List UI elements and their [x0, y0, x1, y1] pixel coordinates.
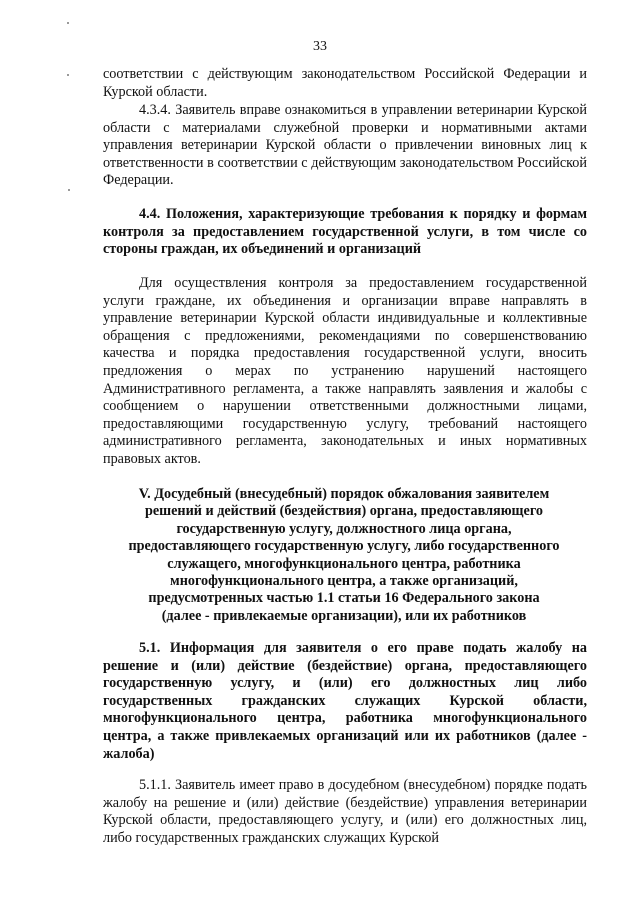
section-4-4-body: Для осуществления контроля за предоставлением государственной услуги граждане, их объединения и организации вправе направлять в управление ветеринарии Курской области индивидуальные и коллективные обращения с предложениями, рекомендациями по совершенствованию качества и порядка предоставления государственной услуги, вносить предложения о мерах по устранению нарушений настоящего Административного регламента, а также направлять заявления и жалобы с сообщением о нарушении ответственными должностными лицами, предоставляющими государственную услугу, требований настоящего административного регламента, законодательных и иных нормативных правовых актов. [103, 275, 587, 467]
scan-speck [67, 22, 69, 24]
section-v-heading-line: (далее - привлекаемые организации), или их работников [161, 607, 527, 624]
page-number: 33 [313, 39, 327, 54]
scan-speck [68, 189, 70, 191]
section-v-heading-line: государственную услугу, должностного лица органа, [176, 520, 512, 537]
paragraph-4-3-4: 4.3.4. Заявитель вправе ознакомиться в управлении ветеринарии Курской области с материалами служебной проверки и нормативными актами управления ветеринарии Курской области о привлечении виновных лиц к ответственности в соответствии с действующим законодательством Российской Федерации. [103, 102, 587, 189]
section-v-heading-line: предоставляющего государственную услугу, либо государственного [128, 538, 560, 555]
scan-speck [67, 74, 69, 76]
paragraph-5-1-1: 5.1.1. Заявитель имеет право в досудебном (внесудебном) порядке подать жалобу на решение и (или) действие (бездействие) управления ветеринарии Курской области, предоставляющего услугу, и (или) его должностных лиц, либо государственных гражданских служащих Курской [103, 777, 587, 846]
section-5-1-heading: 5.1. Информация для заявителя о его праве подать жалобу на решение и (или) действие (бездействие) органа, предоставляющего государственную услугу, и (или) его должностных лиц либо государственных гражданских служащих Курской области, многофункционального центра, работника многофункционального центра, а также привлекаемых организаций или их работников (далее - жалоба) [103, 640, 587, 762]
section-v-heading-line: решений и действий (бездействия) органа, предоставляющего [144, 503, 544, 520]
section-4-4-heading: 4.4. Положения, характеризующие требования к порядку и формам контроля за предоставлением государственной услуги, в том числе со стороны граждан, их объединений и организаций [103, 206, 587, 258]
continuation-paragraph: соответствии с действующим законодательством Российской Федерации и Курской области. [103, 66, 587, 100]
section-v-heading-line: многофункционального центра, а также организаций, [170, 573, 518, 590]
section-v-heading-line: предусмотренных частью 1.1 статьи 16 Федерального закона [148, 590, 540, 607]
section-v-heading [96, 486, 592, 625]
section-v-heading-line: служащего, многофункционального центра, работника [167, 555, 521, 572]
section-v-heading-line: V. Досудебный (внесудебный) порядок обжалования заявителем [138, 486, 550, 502]
